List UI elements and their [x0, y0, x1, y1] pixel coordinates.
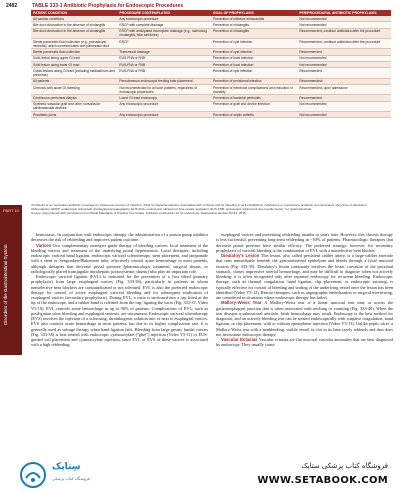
- paragraph: [31, 232, 208, 243]
- prophylaxis-table: [31, 10, 391, 118]
- table-cell: Sterile pancreatic fluid collection: [31, 49, 117, 55]
- table-cell: Transmural drainage: [117, 49, 211, 55]
- paragraph: [31, 243, 208, 275]
- table-cell: Cystic lesions along GI tract (including mediastinum and pancreas): [31, 68, 117, 78]
- abbreviations-text: Abbreviations: ERCP, endoscopic retrograde cholangiopancreatography; EUS-FNA, endoscopic ultrasound–fine-needle aspiration; EUS-FNB, endoscopic ultrasound–fine-needle biopsy; GI, gastrointestinal.: [31, 207, 312, 211]
- table-cell: Synthetic vascular graft and other nonvalvular cardiovascular devices: [31, 101, 117, 111]
- table-cell: All cardiac conditions: [31, 16, 117, 22]
- table-cell: Prevention of cyst infection: [211, 68, 297, 78]
- side-tab-title: Disorders of the Gastrointestinal System: [3, 244, 8, 326]
- table-row: [31, 111, 391, 117]
- watermark-subtitle: فروشگاه کتاب پزشکی: [52, 476, 90, 481]
- table-cell: Not recommended for all such patients, regardless of endoscopic procedures: [117, 84, 211, 94]
- table-row: [31, 39, 391, 49]
- table-cell: Recommended¹: [297, 78, 391, 84]
- watermark-caption: فروشگاه کتاب پزشکی ستاپک: [301, 462, 388, 470]
- table-row: [31, 101, 391, 111]
- table-cell: Prevention of septic arthritis: [211, 111, 297, 117]
- table-cell: Prosthetic joints: [31, 111, 117, 117]
- paragraph-text: hemostasis. In conjunction with endoscopic therapy, the administration of a proton pump inhibitor decreases the risk of rebleeding and improves patient outcome.: [31, 232, 208, 243]
- table-cell: Recommended; continue antibiotics after the procedure: [297, 39, 391, 49]
- table-cell: Recommended: [297, 95, 391, 101]
- table-cell: Not recommended: [297, 22, 391, 28]
- table-cell: Cirrhosis with acute GI bleeding: [31, 84, 117, 94]
- paragraph: [216, 253, 393, 300]
- paragraph-text: A Mallory-Weiss tear is a linear mucosal rent near or across the gastroesophageal junction that is often associated with retching or vomiting (Fig. 333-40). When the tear disrupts a submucosal arteriole, brisk hemorrhage may result. Endoscopy is the best method for diagnosis, and an actively bleeding tear can be treated endoscopically with coaptive coagulation, band ligation, or clip placement, with or without epinephrine injection (Video V5-13). Unlike peptic ulcer, a Mallory-Weiss tear with a nonbleeding, visible vessel or clot in its base rarely rebleeds and thus does not necessitate endoscopic therapy.: [216, 300, 393, 337]
- table-cell: Sterile pancreatic fluid collection (e.g., pseudocyst, necrosis), which communicates with pancreatic duct: [31, 39, 117, 49]
- table-row: [31, 28, 391, 38]
- table-cell: Any endoscopic procedure: [117, 101, 211, 111]
- table-cell: Percutaneous endoscopic feeding tube placement: [117, 78, 211, 84]
- table-cell: Prevention of graft and device infection: [211, 101, 297, 111]
- table-cell: Prevention of cyst infection: [211, 49, 297, 55]
- setabook-logo-icon: [18, 460, 52, 490]
- paragraph: [216, 232, 393, 253]
- table-title: TABLE 333-1 Antibiotic Prophylaxis for Endoscopic Procedures: [32, 3, 184, 9]
- side-tab-part: PART 10: [3, 208, 19, 213]
- table-cell: Lower GI tract endoscopy: [117, 95, 211, 101]
- table-cell: Solid lesion along lower GI tract: [31, 61, 117, 67]
- table-cell: Not recommended: [297, 101, 391, 111]
- section-heading: Mallory-Weiss Tear: [221, 300, 262, 306]
- table-cell: Prevention of bacterial peritonitis: [211, 95, 297, 101]
- table-cell: Bile duct obstruction in the absence of cholangitis: [31, 22, 117, 28]
- right-column: [216, 232, 393, 348]
- source-text: Source: Reproduced with permission from ASGE Standards of Practice Committee: Antibiotic prophylaxis for GI endoscopy. Gastrointest Endosc 81:81, 2015.: [31, 211, 247, 215]
- table-cell: Any endoscopic procedure: [117, 111, 211, 117]
- paragraph-text: This lesion, also called persistent caliber artery, is a large-caliber arteriole that runs immediately beneath the gastrointestinal epithelium and bleeds through a focal mucosal erosion (Fig. 333-39). Dieulafoy's lesion commonly involves the lesser curvature of the proximal stomach, causes impressive arterial hemorrhage, and may be difficult to diagnose when not actively bleeding; it is often recognized only after repeated endoscopy for recurrent bleeding. Endoscopic therapy, such as thermal coagulation, band ligation, clip placement, or endoscopic suturing, is typically effective for control of bleeding and sealing of the underlying vessel once the lesion has been identified (Video V5-12). Rescue therapies, such as angiographic embolization or surgical oversewing, are considered in situations where endoscopic therapy has failed.: [216, 253, 393, 300]
- table-cell: Solid lesion along upper GI tract: [31, 55, 117, 61]
- table-cell: Bile duct obstruction in the absence of cholangitis: [31, 28, 117, 38]
- paragraph-text: Vascular ectasias are flat mucosal vascular anomalies that are best diagnosed by endoscopy. They usually cause: [216, 337, 394, 348]
- table-cell: EUS-FNA or FNB: [117, 61, 211, 67]
- section-heading: Varices: [36, 242, 52, 248]
- table-cell: Not recommended: [297, 16, 391, 22]
- table-cell: ERCP with anticipated incomplete drainage (e.g., sclerosing cholangitis, hilar strictures): [117, 28, 211, 38]
- left-column: [31, 232, 208, 348]
- table-cell: Prevention of peristomal infection: [211, 78, 297, 84]
- table-cell: Recommended; upon admission²: [297, 84, 391, 94]
- paragraph: [216, 300, 393, 337]
- table-cell: Not recommended: [297, 55, 391, 61]
- footnote-text: ¹Cefazolin or an equivalent antibiotic coverage for cutaneous sources of infection. ²Risk for bacterial infection associated with cirrhosis and GI bleeding is well established; ceftriaxone or a quinolone antibiotic recommended. ³Any time of admission.: [31, 203, 368, 207]
- table-cell: Prevention of infectious complications and reduction of mortality: [211, 84, 297, 94]
- watermark-url: WWW.SETABOOK.COM: [257, 475, 388, 486]
- table-cell: All patients: [31, 78, 117, 84]
- column-header: PROCEDURE CONTEMPLATED: [117, 10, 211, 16]
- watermark-brand: سِتاپک: [52, 462, 81, 472]
- section-heading: Dieulafoy's Lesion: [221, 253, 260, 258]
- table-cell: ERCP: [117, 39, 211, 49]
- section-heading: Vascular Ectasias: [221, 337, 258, 342]
- body-text: [31, 232, 393, 348]
- table-cell: Continuous peritoneal dialysis: [31, 95, 117, 101]
- table-cell: Recommended; continue antibiotics after the procedure: [297, 28, 391, 38]
- column-header: GOAL OF PROPHYLAXIS: [211, 10, 297, 16]
- table-cell: Not recommended: [297, 61, 391, 67]
- table-cell: Prevention of cyst infection: [211, 39, 297, 49]
- table-cell: Recommended: [297, 49, 391, 55]
- column-header: PERIPROCEDURAL ANTIBIOTIC PROPHYLAXIS: [297, 10, 391, 16]
- paragraph: [216, 337, 393, 348]
- paragraph: [31, 274, 208, 348]
- table-cell: Prevention of cholangitis: [211, 28, 297, 38]
- page-number: 2482: [6, 3, 18, 9]
- table-cell: EUS-FNA or FNB: [117, 55, 211, 61]
- table-cell: Prevention of cholangitis: [211, 22, 297, 28]
- table-row: [31, 68, 391, 78]
- table-cell: Prevention of local infection: [211, 61, 297, 67]
- paragraph-text: Endoscopic variceal ligation (EVL) is indicated for the prevention of a first bleed (primary prophylaxis) from large esophageal varices (Fig. 333-36), particularly in patients in whom nonselective beta blockers are contraindicated or not tolerated. EVL is also the preferred endoscopic therapy for control of active esophageal variceal bleeding and for subsequent eradication of esophageal varices (secondary prophylaxis). During EVL, a varix is suctioned into a cap fitted at the tip of the endoscope, and a rubber band is released from the cap, ligating the varix (Fig. 333-37, Video V5-10). EVL controls acute hemorrhage in up to 90% of patients. Complications of EVL, such as postligation ulcer bleeding and esophageal stenosis, are uncommon. Endoscopic variceal sclerotherapy (EVS) involves the injection of a sclerosing, thrombogenic solution into or next to esophageal varices. EVS also controls acute hemorrhage in most patients, but due to its higher complication rate, it is generally used as salvage therapy when band ligation fails. Bleeding from large gastric fundal varices (Fig. 333-38) is best treated with endoscopic cyanoacrylate ("glue") injection (Video V5-11) or EUS-guided coil placement and cyanoacrylate injection, since EVL or EVS of these varices is associated with a high rebleeding: [31, 274, 208, 348]
- table-cell: EUS-FNA or FNB: [117, 68, 211, 78]
- paragraph-text: Two complementary strategies guide therapy of bleeding varices: local treatment of the bleeding varices and treatment of the underlying portal hypertension. Local therapies, including endoscopic variceal band ligation, endoscopic variceal sclerotherapy, stent placement, and tamponade with a stent or Sengstaken-Blakemore tube, effectively control acute hemorrhage in most patients, although therapies that decrease portal pressure (pharmacologic treatment, surgical shunts, or radiologically placed transjugular intrahepatic portosystemic shunts) also play an important role.: [31, 242, 208, 274]
- table-cell: Any endoscopic procedure: [117, 16, 211, 22]
- table-footnotes: [31, 203, 391, 215]
- table-cell: Prevention of local infection: [211, 55, 297, 61]
- table-cell: ERCP with complete drainage: [117, 22, 211, 28]
- table-cell: Recommended: [297, 68, 391, 78]
- table-cell: Prevention of infective endocarditis: [211, 16, 297, 22]
- paragraph-text: esophageal varices and preventing rebleeding months to years later. However, this chronic therapy is less successful, preventing long-term rebleeding in ~50% of patients. Pharmacologic therapies that decrease portal pressure have similar efficacy. The preferred strategy, however, for secondary prophylaxis of variceal bleeding is the combination of EVL with a nonselective beta blocker.: [216, 232, 393, 253]
- column-header: PATIENT CONDITION: [31, 10, 117, 16]
- table-row: [31, 84, 391, 94]
- table-cell: Not recommended: [297, 111, 391, 117]
